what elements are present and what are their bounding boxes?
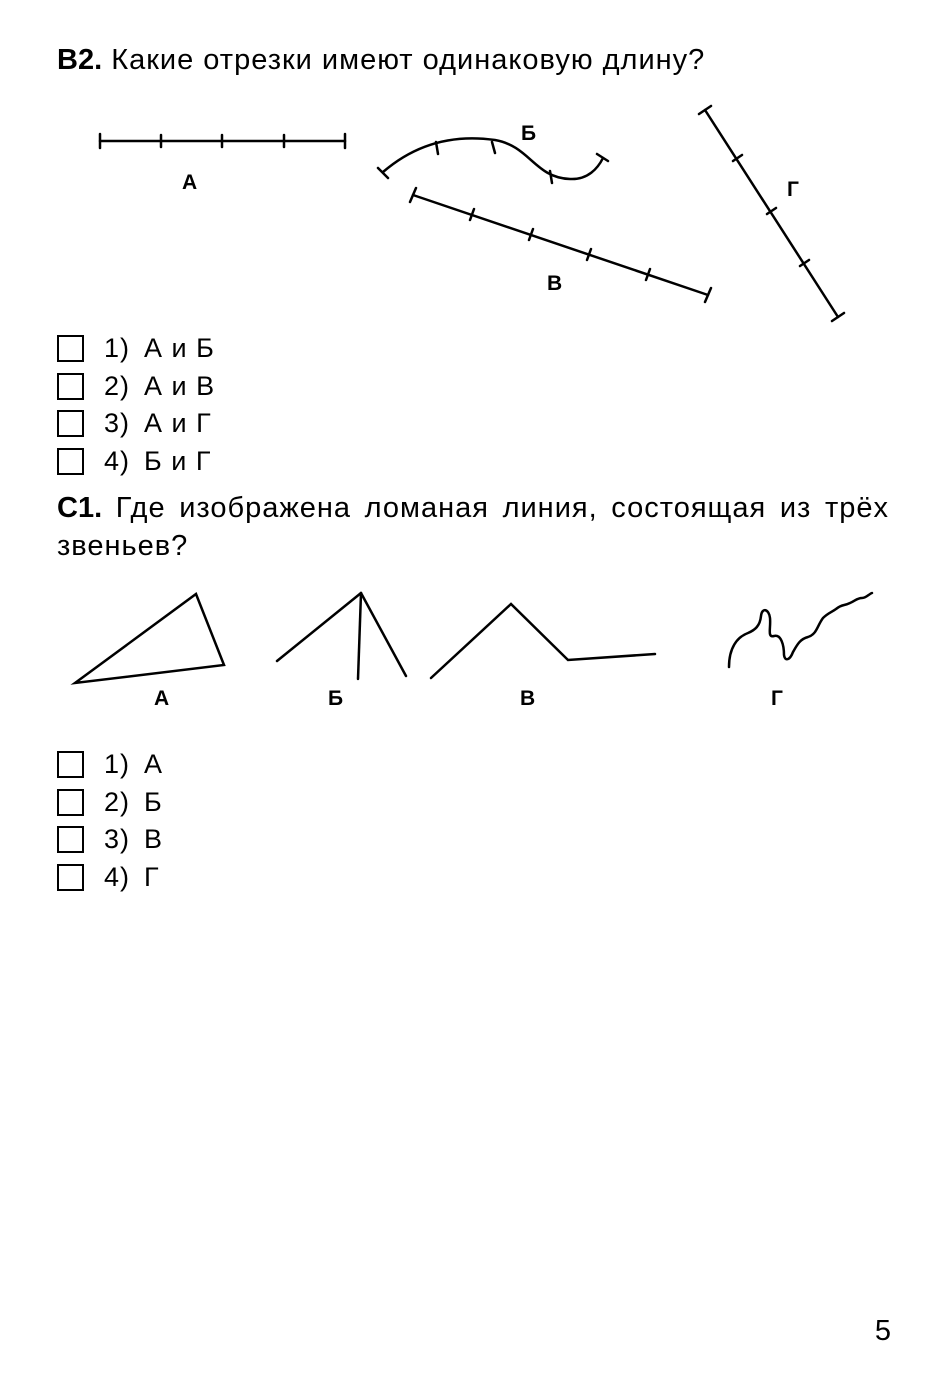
option-item xyxy=(57,443,215,481)
option-number: 3) xyxy=(104,408,131,439)
option-item xyxy=(57,746,163,784)
answer-checkbox[interactable] xyxy=(57,864,84,891)
option-item xyxy=(57,859,163,897)
label-g: Г xyxy=(787,178,799,201)
figure-b-lines xyxy=(277,593,406,679)
option-number: 2) xyxy=(104,786,131,817)
answer-checkbox[interactable] xyxy=(57,789,84,816)
answer-checkbox[interactable] xyxy=(57,373,84,400)
option-item xyxy=(57,368,215,406)
label-g: Г xyxy=(771,687,783,710)
segment-g xyxy=(699,106,844,321)
option-number: 3) xyxy=(104,824,131,855)
answer-checkbox[interactable] xyxy=(57,335,84,362)
question-b2-number: В2. xyxy=(57,44,103,76)
question-c1-text: Где изображена ломаная линия, состоящая из трёх звеньев? xyxy=(57,492,889,562)
segments-figure xyxy=(0,0,945,330)
figure-g-curve xyxy=(729,593,872,667)
option-text: Б xyxy=(144,786,163,817)
option-text: А и В xyxy=(144,370,216,401)
option-text: А xyxy=(144,749,164,780)
option-number: 4) xyxy=(104,445,131,476)
label-v: В xyxy=(520,687,536,710)
option-item xyxy=(57,330,215,368)
label-a: А xyxy=(154,687,170,710)
label-v: В xyxy=(547,272,563,295)
option-text: А и Б xyxy=(144,333,215,364)
option-number: 2) xyxy=(104,370,131,401)
option-text: В xyxy=(144,824,164,855)
option-text: Б и Г xyxy=(144,445,212,476)
page-number: 5 xyxy=(874,1315,891,1347)
option-number: 1) xyxy=(104,333,131,364)
answer-checkbox[interactable] xyxy=(57,410,84,437)
option-item xyxy=(57,821,163,859)
option-item xyxy=(57,784,163,822)
question-c1-options xyxy=(57,746,163,896)
curve-b xyxy=(378,138,608,183)
option-text: Г xyxy=(144,861,160,892)
answer-checkbox[interactable] xyxy=(57,751,84,778)
label-a: А xyxy=(182,171,198,194)
label-b: Б xyxy=(521,122,537,145)
question-c1-title xyxy=(57,489,889,565)
figure-v-polyline xyxy=(431,604,655,678)
question-c1-number: С1. xyxy=(57,492,103,524)
option-number: 1) xyxy=(104,749,131,780)
option-number: 4) xyxy=(104,861,131,892)
answer-checkbox[interactable] xyxy=(57,826,84,853)
option-item xyxy=(57,405,215,443)
figure-a-triangle xyxy=(75,594,224,683)
question-b2-options xyxy=(57,330,215,480)
segment-a xyxy=(100,134,345,148)
polylines-figure xyxy=(0,570,945,720)
option-text: А и Г xyxy=(144,408,212,439)
answer-checkbox[interactable] xyxy=(57,448,84,475)
question-b2-text: Какие отрезки имеют одинаковую длину? xyxy=(111,44,706,76)
label-b: Б xyxy=(328,687,344,710)
